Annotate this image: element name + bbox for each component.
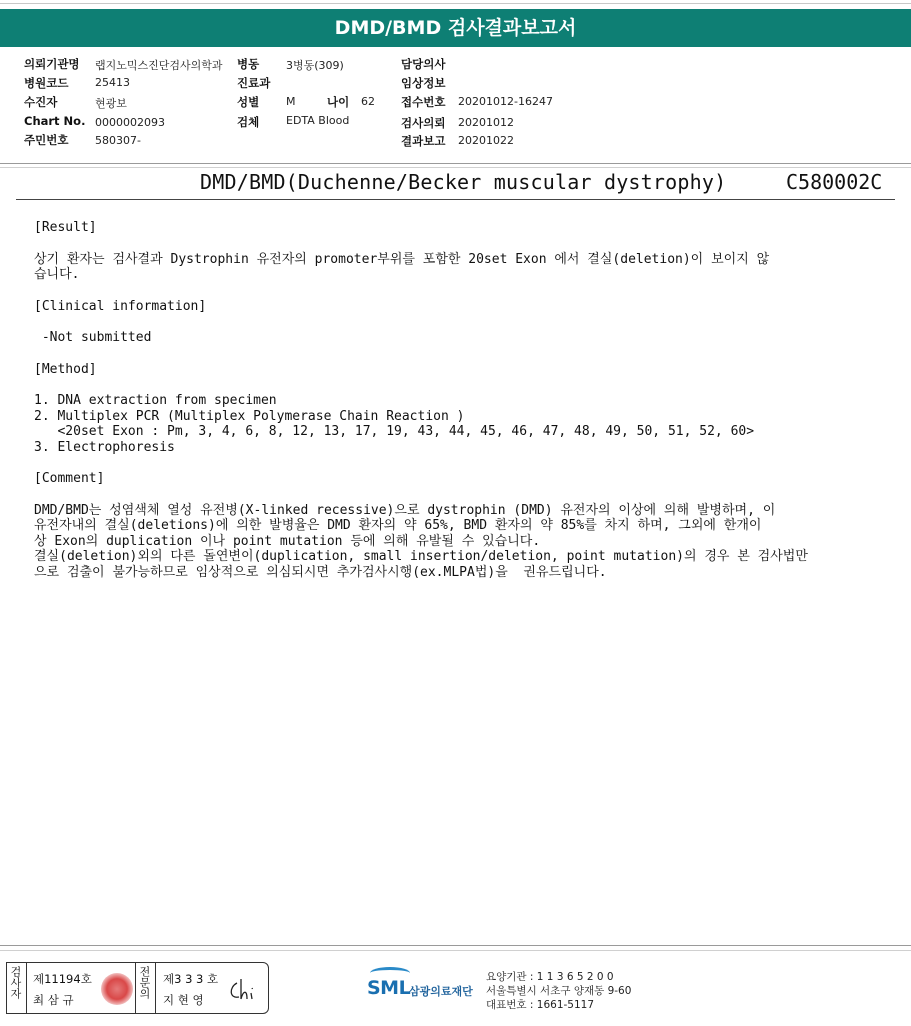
examiner-license: 제11194호 — [33, 972, 92, 986]
ward-value: 3병동(309) — [286, 59, 344, 72]
patient-name-label: 수진자 — [24, 95, 58, 109]
specialist-name: 지 현 영 — [163, 993, 204, 1007]
clinical-text: -Not submitted — [34, 330, 152, 345]
sex-label: 성별 — [237, 95, 260, 109]
method-heading: [Method] — [34, 361, 97, 377]
receipt-no-label: 접수번호 — [401, 95, 446, 109]
hospital-code-label: 병원코드 — [24, 76, 69, 90]
report-date-label: 결과보고 — [401, 134, 446, 148]
examiner-name: 최 삼 규 — [33, 993, 74, 1007]
test-code: C580002C — [786, 170, 883, 194]
doctor-label: 담당의사 — [401, 57, 446, 71]
report-title: DMD/BMD 검사결과보고서 — [0, 9, 911, 47]
chart-no-label: Chart No. — [24, 114, 86, 128]
sex-value: M — [286, 95, 296, 108]
title-underline — [16, 199, 895, 200]
resident-no-value: 580307- — [95, 134, 141, 147]
method-item: 2. Multiplex PCR (Multiplex Polymerase Chain Reaction ) — [34, 408, 465, 424]
comment-text: DMD/BMD는 성염색체 열성 유전병(X-linked recessive)으로 dystrophin (DMD) 유전자의 이상에 의해 발병하며, 이 유전자내의 결실(deletions)에 의한 발병율은 DMD 환자의 약 65%, BMD 환자의 약 85%를 차지 하며, 그외에 한개이 상 Exon의 duplication 이나 point mutation 등에 의해 유발될 수 있습니다. 결실(deletion)외의 다른 돌연변이(duplication, small insertion/deletion, point mutation)의 경우 본 검사법만 으로 검출이 불가능하므로 임상적으로 의심되시면 추가검사시행(ex.MLPA법)을 권유드립니다. — [34, 502, 808, 580]
request-date-label: 검사의뢰 — [401, 116, 446, 130]
org-code: 요양기관 : 1 1 3 6 5 2 0 0 — [486, 971, 614, 983]
result-heading: [Result] — [34, 220, 97, 235]
divider — [0, 163, 911, 164]
signature-box — [6, 962, 269, 1014]
test-title: DMD/BMD(Duchenne/Becker muscular dystrophy) — [200, 170, 727, 194]
department-label: 진료과 — [237, 76, 271, 90]
specialist-license: 제3 3 3 호 — [163, 972, 219, 986]
receipt-no-value: 20201012-16247 — [458, 95, 553, 108]
clinical-heading: [Clinical information] — [34, 298, 207, 314]
specimen-value: EDTA Blood — [286, 114, 350, 127]
institution-label: 의뢰기관명 — [24, 57, 80, 71]
sml-logo: SML — [367, 977, 411, 999]
specialist-label: 전문의 — [138, 966, 151, 999]
org-info — [486, 970, 631, 1012]
age-value: 62 — [361, 95, 375, 108]
hospital-code-value: 25413 — [95, 76, 130, 89]
specimen-label: 검체 — [237, 115, 260, 129]
patient-name-value: 현광보 — [95, 97, 127, 110]
examiner-label: 검사자 — [9, 966, 22, 999]
request-date-value: 20201012 — [458, 116, 514, 129]
chart-no-value: 0000002093 — [95, 116, 165, 129]
clinical-info-label: 임상정보 — [401, 76, 446, 90]
org-phone: 대표번호 : 1661-5117 — [486, 999, 595, 1011]
institution-value: 랩지노믹스진단검사의학과 — [95, 59, 223, 72]
divider — [0, 167, 911, 168]
resident-no-label: 주민번호 — [24, 133, 69, 147]
report-date-value: 20201022 — [458, 134, 514, 147]
top-border — [0, 3, 911, 4]
method-item: 3. Electrophoresis — [34, 439, 175, 455]
org-name: 삼광의료재단 — [409, 985, 473, 998]
ward-label: 병동 — [237, 57, 260, 71]
signature-icon — [225, 973, 265, 1005]
age-label: 나이 — [327, 95, 350, 109]
comment-heading: [Comment] — [34, 471, 105, 486]
org-address: 서울특별시 서초구 양재동 9-60 — [486, 985, 632, 997]
footer-divider — [0, 950, 911, 951]
method-item: 1. DNA extraction from specimen — [34, 393, 277, 408]
report-body — [34, 220, 874, 580]
footer-divider — [0, 945, 911, 946]
result-text: 상기 환자는 검사결과 Dystrophin 유전자의 promoter부위를 포함한 20set Exon 에서 결실(deletion)이 보이지 않 습니다. — [34, 251, 770, 282]
method-exon-list: <20set Exon : Pm, 3, 4, 6, 8, 12, 13, 17, 19, 43, 44, 45, 46, 47, 48, 49, 50, 51, 52, 60> — [34, 424, 755, 439]
official-seal-icon — [101, 973, 133, 1005]
